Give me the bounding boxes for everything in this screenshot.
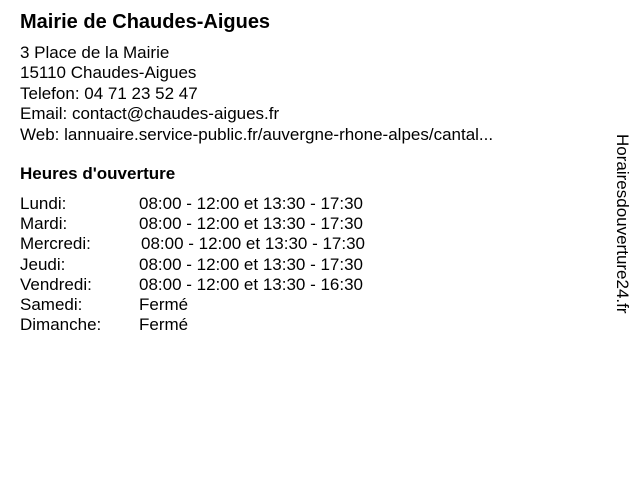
day-label: Vendredi:	[20, 274, 92, 294]
brand-watermark	[612, 134, 632, 344]
day-label: Mercredi:	[20, 234, 91, 254]
day-label: Samedi:	[20, 294, 83, 314]
day-label: Dimanche:	[20, 315, 102, 335]
day-label: Lundi:	[20, 194, 67, 213]
time-value: 08:00 - 12:00 et 13:30 - 17:30	[139, 214, 364, 234]
page-title: Mairie de Chaudes-Aigues	[20, 11, 271, 33]
web-line: Web: lannuaire.service-public.fr/auvergne-rhone-alpes/cantal...	[20, 124, 494, 144]
time-value: Fermé	[139, 294, 189, 314]
brand-text: Horairesdouverture24.fr	[613, 134, 632, 314]
time-value: Fermé	[139, 315, 189, 335]
city-line: 15110 Chaudes-Aigues	[20, 63, 197, 83]
day-label: Mardi:	[20, 214, 68, 234]
email-line: Email: contact@chaudes-aigues.fr	[20, 104, 280, 124]
day-label: Jeudi:	[20, 254, 66, 274]
opening-hours-heading: Heures d'ouverture	[20, 164, 176, 183]
address-block	[20, 43, 493, 145]
phone-line: Telefon: 04 71 23 52 47	[20, 83, 198, 103]
time-value: 08:00 - 12:00 et 13:30 - 17:30	[141, 234, 366, 254]
time-value: 08:00 - 12:00 et 13:30 - 17:30	[139, 194, 364, 213]
time-value: 08:00 - 12:00 et 13:30 - 17:30	[139, 254, 364, 274]
time-value: 08:00 - 12:00 et 13:30 - 16:30	[139, 274, 364, 294]
street-line: 3 Place de la Mairie	[20, 43, 170, 62]
